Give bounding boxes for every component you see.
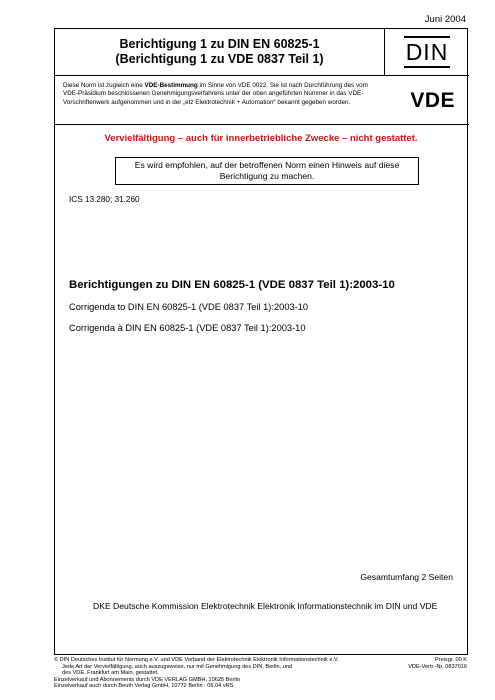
footer-line-3: des VDE, Frankfurt am Main, gestattet.	[62, 670, 159, 677]
din-logo-top-rule	[404, 36, 450, 38]
vde-statement-bold: VDE-Bestimmung	[144, 82, 198, 89]
copy-restriction-notice: Vervielfältigung – auch für innerbetriebliche Zwecke – nicht gestattet.	[104, 133, 418, 144]
price-info	[408, 657, 467, 670]
recommendation-line-2: Berichtigung zu machen.	[219, 171, 315, 181]
total-pages: Gesamtumfang 2 Seiten	[360, 572, 453, 582]
vde-statement-end: im Sinne von VDE 0022. Sie ist nach Durchführung des vom VDE-Präsidium beschlossenen Genehmigungsverfahrens unter der oben angeführten Nummer in das VDE-Vorschriftenwerk aufgenommen und in der „etz Elektrotechnik + Automation“ bekannt gegeben worden.	[63, 82, 368, 106]
din-logo-bottom-rule	[404, 66, 450, 68]
vde-statement	[63, 82, 383, 107]
vde-statement-row	[55, 76, 469, 125]
publication-date: Juni 2004	[424, 14, 466, 25]
footer-line-1: © DIN Deutsches Institut für Normung e.V. und VDE Verband der Elektrotechnik Elektronik Informationstechnik e.V.	[54, 657, 339, 663]
vde-statement-start: Diese Norm ist zugleich eine	[63, 82, 145, 89]
price-group: Preisgr. 00 K	[434, 657, 467, 663]
title-line-1: Berichtigung 1 zu DIN EN 60825-1	[119, 37, 320, 51]
heading-german: Berichtigungen zu DIN EN 60825-1 (VDE 0837 Teil 1):2003-10	[69, 279, 395, 291]
recommendation-box	[115, 157, 419, 185]
heading-english: Corrigenda to DIN EN 60825-1 (VDE 0837 Teil 1):2003-10	[69, 302, 309, 312]
footer-line-4: Einzelverkauf und Abonnements durch VDE VERLAG GMBH, 10625 Berlin	[54, 676, 240, 683]
din-logo-box	[385, 29, 469, 76]
vde-logo: VDE	[410, 89, 455, 112]
committee-line: DKE Deutsche Kommission Elektrotechnik Elektronik Informationstechnik im DIN und VDE	[93, 601, 438, 611]
footer-line-5: Einzelverkauf auch durch Beuth Verlag GmbH, 10772 Berlin : 06.04 vRS	[54, 683, 234, 690]
ics-code: ICS 13.280; 31.260	[69, 195, 140, 204]
din-logo-text: DIN	[405, 39, 449, 65]
vde-order-number: VDE-Vertr.-Nr. 0837016	[408, 663, 467, 670]
document-frame	[54, 28, 468, 655]
recommendation-line-1: Es wird empfohlen, auf der betroffenen Norm einen Hinweis auf diese	[134, 160, 400, 170]
copyright-footer	[54, 657, 354, 690]
title-line-2: (Berichtigung 1 zu VDE 0837 Teil 1)	[115, 52, 324, 66]
heading-french: Corrigenda à DIN EN 60825-1 (VDE 0837 Teil 1):2003-10	[69, 323, 306, 333]
title-box	[55, 29, 385, 76]
din-logo	[404, 36, 450, 68]
footer-line-2: Jede Art der Vervielfältigung, auch auszugsweise, nur mit Genehmigung des DIN, Berlin, und	[62, 663, 293, 670]
